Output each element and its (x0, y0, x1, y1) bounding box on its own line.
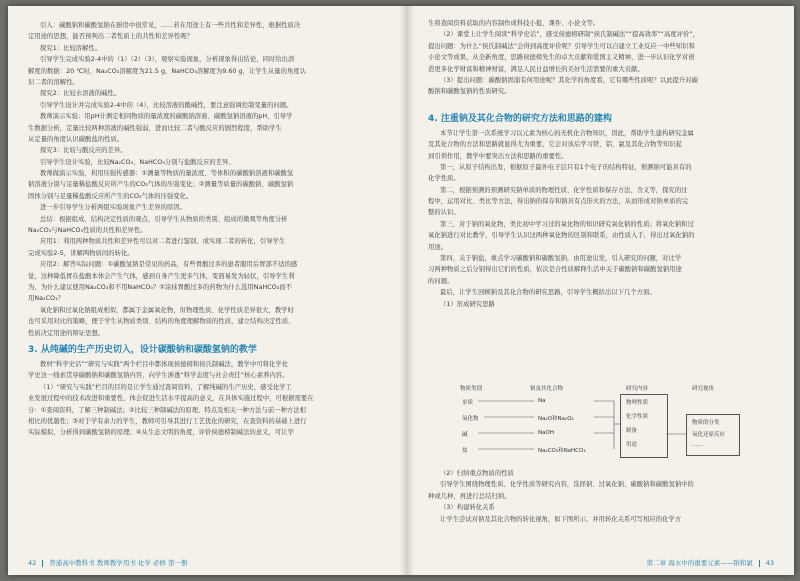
text-line: 氧化钠进行对比教学，引导学生认识这两种氧化物的区别和联系，由性质入手，得出过氧化钠的 (428, 232, 695, 240)
col-header: 研究视角 (692, 386, 715, 392)
text-line: 固体分别与足量稀盐酸反应所产生的CO₂气体的压强变化。 (28, 192, 193, 200)
text-line: 实际模拟，分析得到碳酸氢钠的原理；④从生态文明的角度，评价侯德榜制碱法的意义，可让学 (28, 429, 294, 437)
book-spread (8, 6, 794, 575)
text-line: 小论文等成果，从全新角度，思路侯德榜先生的卓大贡献和爱国主义精神，进一步认识化学对创 (428, 54, 695, 62)
text-line: 完成实验2-5，讲解两物质间的转化。 (28, 249, 134, 257)
running-footer: 第二章 海水中的重要元素——钠和氯 (646, 559, 753, 567)
text-line: 引导学生围绕物理性质、化学性质等研究内容，选择钠、过氧化钠、碳酸钠和碳酸氢钠中的 (440, 481, 694, 489)
right-footer (647, 558, 774, 567)
section-heading: 4. 注重钠及其化合物的研究方法和思路的建构 (428, 113, 612, 124)
text-line: （2）归纳重点物质的性质 (440, 470, 514, 477)
text-line: Na₂CO₃与NaHCO₃性质的共性和差异性。 (28, 227, 147, 235)
text-line: 本节让学生第一次系统学习以元素为核心的无机化合物知识，因此，帮助学生建构研究金属 (440, 129, 694, 137)
text-line: 第四，关于钠盐，重点学习碳酸钠和碳酸氢钠，由用途出发，引入研究的问题，对比学 (440, 255, 682, 263)
text-line: 种或几种，再进行总结归纳。 (428, 492, 511, 500)
text-line: 酸钠和碳酸氢钠的性质研究。 (428, 88, 511, 96)
section-heading: 3. 从纯碱的生产历史切入，设计碳酸钠和碳酸氢钠的教学 (28, 344, 257, 355)
content-label: 物理性质 (626, 400, 649, 406)
text-line: 觉，这种降低胃在盐酸本体会产生气体，感到自身产生更多气体，变面易发为轻状，引导学生利 (28, 272, 295, 280)
category-label: 氧化物 (462, 416, 479, 422)
text-line: 化学性质。 (428, 175, 460, 183)
text-line: 提出问题：为什么“侯氏制碱法”会得到高度评价呢？引导学生可以自建立工业反应一中些知识和 (428, 42, 695, 50)
text-line: 也可采用对比的策略，便于学生从物质类别、结构的角度理解物质的性质，建立结构决定性质、 (28, 318, 295, 326)
text-line: 整的认识。 (428, 209, 460, 217)
text-line: （1）形成研究思路 (440, 300, 495, 308)
text-line: 用Na₂CO₃？ (28, 295, 64, 303)
diagram-connectors (454, 384, 744, 462)
text-line: 识二者的溶解性。 (28, 78, 79, 86)
text-line: 相比的优越性；③对于学有余力的学生，教师可引导其进行工艺优化的研究，在查资料的基础上进行 (28, 417, 307, 425)
category-label: 单质 (462, 400, 474, 406)
page-number: 43 (765, 559, 774, 567)
text-line: 教师做演示实验，利用压强传感器：①测量等物质的量浓度、等体积的碳酸钠溶液和碳酸氢 (40, 170, 294, 178)
left-page (8, 6, 400, 575)
perspective-label: …… (692, 442, 703, 448)
text-line: 为，为什么建议使用Na₂CO₃和不用NaHCO₃？②涂抹胃酸过多的药物为什么选用NaHCO₃而不 (28, 283, 292, 291)
text-line: 第二，根据预测的预测研究钠单质的物理性质、化学性质和保存方法、含义等，探究的过 (440, 186, 688, 194)
page-number: 42 (28, 559, 37, 567)
text-line: （2）课堂上让学生阅读“科学史话”，感受侯德榜研制“侯氏制碱法”“提高效率”“高度评价”， (440, 31, 700, 39)
substance-label: Na (538, 398, 546, 404)
text-line: 进一步引导学生分析两组实验现象产生差异的原因。 (40, 204, 186, 212)
text-line: 解度的数据：20 ℃时，Na₂CO₃溶解度为21.5 g，NaHCO₃溶解度为9.60 g，让学生从量的角度认 (28, 67, 307, 75)
perspective-label: 氧化还原反应 (692, 432, 726, 438)
text-line: 最后，让学生回顾钠及其化合物的研究思路，引导学生概括出以下几个方面。 (440, 289, 656, 297)
text-line: 总结：根据组成、结构决定性质的观点，引导学生从物质的类别、组成的微观等角度分析 (40, 215, 288, 223)
research-approach-diagram (454, 384, 744, 462)
text-line: 程中，运用对比、类比等方法，得出钠的保存和钠具有点形火的方法，从而形成对钠单质的完 (428, 198, 689, 206)
content-label: 用途 (626, 442, 638, 448)
right-page-body-lower (428, 468, 774, 525)
text-line: 引导学生设计实验，比较Na₂CO₃、NaHCO₃分别与盐酸反应的差异。 (40, 158, 235, 166)
text-line: 学史这一线索贯穿碳酸钠和碳酸氢钠内容，向学生渗透“科学态度与社会责任”核心素养内容。 (28, 372, 289, 380)
text-line: 探究3：比较与酸反应的差异。 (40, 147, 127, 155)
content-label: 制备 (626, 428, 638, 434)
text-line: 到引领作用，教学中要突出方法和思路的重要性。 (428, 152, 568, 160)
text-line: 用途。 (428, 243, 448, 251)
perspective-label: 物质的分类 (692, 420, 720, 426)
text-line: 应用2：解答实际问题：①碳酸氢钠是常见的药品，有些胃酸过多的患者服用后胃部不适的感 (40, 261, 298, 269)
text-line: 让学生尝试对钠及其化合物的转化视角，如下图所示，并用转化关系可写相应的化学方 (440, 515, 682, 523)
text-line: （1）“研究与实践”栏目的目的是让学生通过查阅资料，了解纯碱的生产历史，感受化学工 (40, 383, 292, 391)
right-page (414, 6, 794, 575)
substance-label: Na₂CO₃和NaHCO₃ (538, 448, 586, 454)
content-label: 化学性质 (626, 414, 649, 420)
text-line: 教材“科学史话”“研究与实践”两个栏目中都体现侯德榜和侯氏制碱法，教学中可将化学化 (40, 360, 289, 368)
text-line: （3）构建转化关系 (440, 504, 495, 512)
text-line: 探究1：比较溶解性。 (40, 44, 102, 52)
substance-label: NaOH (538, 430, 554, 436)
text-line: 第三，对于钠的氧化物，类比初中学习过的氧化物的知识研究氧化钠的性质；将氧化钠和过 (440, 220, 694, 228)
text-line: 探究2：比较水溶液的碱性。 (40, 90, 121, 98)
text-line: 氧化钠和过氧化钠组成相似，都属于金属氧化物，但物理性质、化学性质差异很大，教学时 (40, 306, 294, 314)
col-header: 钠及其化合物 (530, 386, 564, 392)
text-line: 应用1：利用两种物质共性和差异性可以对二者进行鉴别、或实现二者的转化，引导学生 (40, 238, 286, 246)
text-line: 第一，从原子结构出发，根据原子最外电子层只有1个电子的结构特征，预测钠可能具有的 (440, 163, 692, 171)
text-line: 定用途的思想，能否预判出二者性质上的共性和差异性呢？ (28, 33, 194, 41)
text-line: 教师演示实验：用pH计测定相同物质的量浓度的碳酸钠溶液、碳酸氢钠溶液的pH，引导学 (40, 113, 293, 121)
category-label: 盐 (462, 448, 468, 454)
text-line: 及其化合物的方法和思路就显得尤为重要，它会对该后学习铁、铝、氯及其化合物等知识起 (428, 141, 682, 149)
col-header: 研究内容 (626, 386, 649, 392)
substance-label: Na₂O和Na₂O₂ (538, 416, 574, 422)
text-line: 造更多化学财富和精神财富，满足人民日益增长的美好生活需要的重大贡献。 (428, 65, 644, 73)
text-line: 性质决定用途的辩证思想。 (28, 329, 105, 337)
text-line: 习两种物质之后分别得出它们的性质，依次是合性质解释生活中关于碳酸钠和碳酸氢钠用途 (428, 266, 682, 274)
left-page-body (28, 20, 388, 439)
right-page-body (428, 18, 774, 310)
text-line: 业发展过程中的技术改进和重要性，体会促进生活水平提高的意义，在具体实施过程中，可根据需要在 (28, 395, 314, 403)
col-header: 物质类别 (460, 386, 483, 392)
text-line: 引导学生完成实验2-4中的（1）（2）（3），观察实验现象，分析现象得出结论，同时给出溶 (40, 56, 295, 64)
text-line: 的问题。 (428, 277, 454, 285)
text-line: 钠溶液分别与足量稀盐酸反应所产生的CO₂气体的压强变化；②测量等质量的碳酸钠、碳酸氢钠 (28, 181, 294, 189)
category-label: 碱 (462, 432, 468, 438)
text-line: 生将查阅资料获取的内容制作成科技小报、课件、小论文等。 (428, 20, 600, 27)
running-footer: 普通高中教科书 教师教学用书 化学 必修 第一册 (49, 559, 188, 567)
text-line: 从定量的角度认识碳酸盐的性质。 (28, 135, 124, 143)
text-line: 引导学生设计并完成实验2-4中的（4），比较溶液的酸碱性，要注意强调控制变量的问题。 (40, 101, 293, 109)
text-line: 分：①查阅资料，了解三种制碱法；②比较三种制碱法的原理、特点及相关一种方法与前一种方法相 (28, 406, 306, 414)
text-line: 生数据分析，定量比较两种溶液的碱性强弱，进而比较二者与酸反应的剧烈程度，帮助学生 (28, 124, 282, 132)
text-line: 引入：碳酸钠和碳酸氢钠在厨房中很常见，……若在用途上有一些共性和差异性，根据性质决 (40, 22, 301, 29)
text-line: （3）提出问题：碳酸钠固浦有何用途呢？其化学的角度看，它有哪些性质呢？以此提升对碳 (440, 76, 698, 84)
left-footer (28, 558, 188, 567)
book-gutter (400, 6, 414, 575)
